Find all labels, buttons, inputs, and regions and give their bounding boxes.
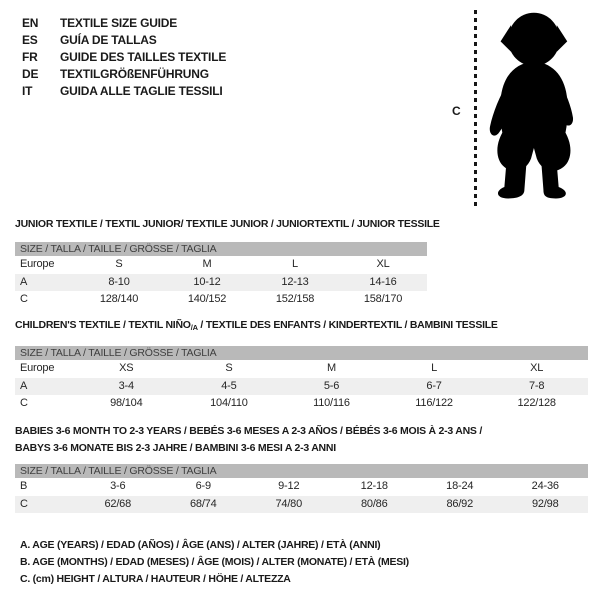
lang-title: GUÍA DE TALLAS — [60, 33, 157, 47]
height-cell: 80/86 — [360, 497, 388, 510]
size-cell: S — [115, 258, 123, 270]
toddler-silhouette-icon — [484, 8, 580, 208]
months-cell: 24-36 — [531, 480, 559, 492]
row-label: C — [20, 497, 28, 510]
months-cell: 3-6 — [110, 480, 126, 492]
table-row-height — [15, 291, 427, 309]
language-header — [22, 15, 226, 100]
height-cell: 110/116 — [313, 397, 350, 409]
junior-size-table — [15, 242, 427, 309]
row-label: Europe — [20, 258, 55, 270]
babies-table-title — [15, 423, 482, 457]
lang-title: GUIDE DES TAILLES TEXTILE — [60, 50, 227, 64]
size-cell: L — [292, 258, 298, 270]
lang-code: ES — [22, 33, 38, 47]
age-cell: 6-7 — [426, 379, 442, 392]
lang-code: EN — [22, 16, 39, 30]
children-title-post: / TEXTILE DES ENFANTS / KINDERTEXTIL / BAMBINI TESSILE — [197, 319, 498, 331]
height-cell: 116/122 — [415, 397, 453, 409]
row-label: C — [20, 293, 28, 305]
height-cell: 140/152 — [187, 293, 227, 305]
lang-row-en — [22, 15, 226, 32]
age-cell: 3-4 — [118, 379, 134, 392]
table-row-europe — [15, 256, 427, 274]
age-cell: 10-12 — [193, 275, 221, 288]
size-header-band: SIZE / TALLA / TAILLE / GRÖSSE / TAGLIA — [15, 464, 588, 478]
size-header-band: SIZE / TALLA / TAILLE / GRÖSSE / TAGLIA — [15, 346, 588, 360]
row-label: B — [20, 480, 28, 492]
row-label: C — [20, 397, 28, 409]
height-measure-figure — [440, 0, 600, 215]
row-label: A — [20, 379, 28, 392]
lang-row-es — [22, 32, 226, 49]
height-cell: 74/80 — [275, 497, 303, 510]
months-cell: 18-24 — [446, 480, 474, 492]
footnote-c: C. (cm) HEIGHT / ALTURA / HAUTEUR / HÖHE / ALTEZZA — [20, 573, 291, 585]
age-cell: 8-10 — [108, 275, 130, 288]
height-cell: 158/170 — [363, 293, 403, 305]
table-row-europe — [15, 360, 588, 378]
height-cell: 122/128 — [517, 397, 556, 409]
table-row-height — [15, 395, 588, 413]
row-label: A — [20, 275, 28, 288]
height-cell: 128/140 — [99, 293, 139, 305]
dashed-measure-line — [474, 10, 477, 206]
lang-code: FR — [22, 50, 38, 64]
height-cell: 92/98 — [531, 497, 559, 510]
height-cell: 104/110 — [210, 397, 248, 409]
babies-size-table — [15, 464, 588, 513]
size-cell: L — [431, 362, 438, 374]
table-row-age — [15, 378, 588, 396]
table-row-months — [15, 478, 588, 496]
lang-row-it — [22, 83, 226, 100]
lang-title: TEXTILGRÖßENFÜHRUNG — [60, 67, 209, 81]
months-cell: 9-12 — [278, 480, 300, 492]
height-cell: 62/68 — [104, 497, 132, 510]
measure-label-c: C — [452, 104, 461, 118]
lang-code: IT — [22, 84, 33, 98]
children-title-pre: CHILDREN'S TEXTILE / TEXTIL NIÑO — [15, 319, 191, 331]
height-cell: 68/74 — [189, 497, 217, 510]
lang-row-fr — [22, 49, 226, 66]
babies-title-line2: BABYS 3-6 MONATE BIS 2-3 JAHRE / BAMBINI 3-6 MESI A 2-3 ANNI — [15, 442, 336, 454]
size-cell: M — [327, 362, 336, 374]
children-title-sub: /A — [190, 323, 198, 332]
size-cell: M — [202, 258, 212, 270]
legend-footnotes — [20, 537, 409, 588]
children-size-table — [15, 346, 588, 413]
size-cell: XL — [530, 362, 544, 374]
size-cell: S — [225, 362, 233, 374]
age-cell: 7-8 — [529, 379, 545, 392]
months-cell: 6-9 — [195, 480, 211, 492]
row-label: Europe — [20, 362, 55, 374]
age-cell: 14-16 — [369, 275, 397, 288]
age-cell: 4-5 — [221, 379, 237, 392]
size-cell: XS — [119, 362, 134, 374]
junior-table-title: JUNIOR TEXTILE / TEXTIL JUNIOR/ TEXTILE JUNIOR / JUNIORTEXTIL / JUNIOR TESSILE — [15, 218, 440, 230]
age-cell: 12-13 — [281, 275, 309, 288]
height-cell: 86/92 — [446, 497, 474, 510]
footnote-b: B. AGE (MONTHS) / EDAD (MESES) / ÂGE (MOIS) / ALTER (MONATE) / ETÀ (MESI) — [20, 556, 409, 568]
lang-row-de — [22, 66, 226, 83]
lang-title: TEXTILE SIZE GUIDE — [60, 16, 178, 30]
months-cell: 12-18 — [360, 480, 388, 492]
size-header-band: SIZE / TALLA / TAILLE / GRÖSSE / TAGLIA — [15, 242, 427, 256]
footnote-a: A. AGE (YEARS) / EDAD (AÑOS) / ÂGE (ANS) / ALTER (JAHRE) / ETÀ (ANNI) — [20, 539, 381, 551]
lang-title: GUIDA ALLE TAGLIE TESSILI — [60, 84, 223, 98]
table-row-height — [15, 496, 588, 514]
age-cell: 5-6 — [323, 379, 340, 392]
table-row-age — [15, 274, 427, 292]
height-cell: 152/158 — [275, 293, 315, 305]
size-cell: XL — [376, 258, 390, 270]
height-cell: 98/104 — [110, 397, 143, 409]
lang-code: DE — [22, 67, 39, 81]
children-table-title — [15, 317, 498, 336]
babies-title-line1: BABIES 3-6 MONTH TO 2-3 YEARS / BEBÉS 3-6 MESES A 2-3 AÑOS / BÉBÉS 3-6 MOIS À 2-3 ANS / — [15, 425, 483, 437]
